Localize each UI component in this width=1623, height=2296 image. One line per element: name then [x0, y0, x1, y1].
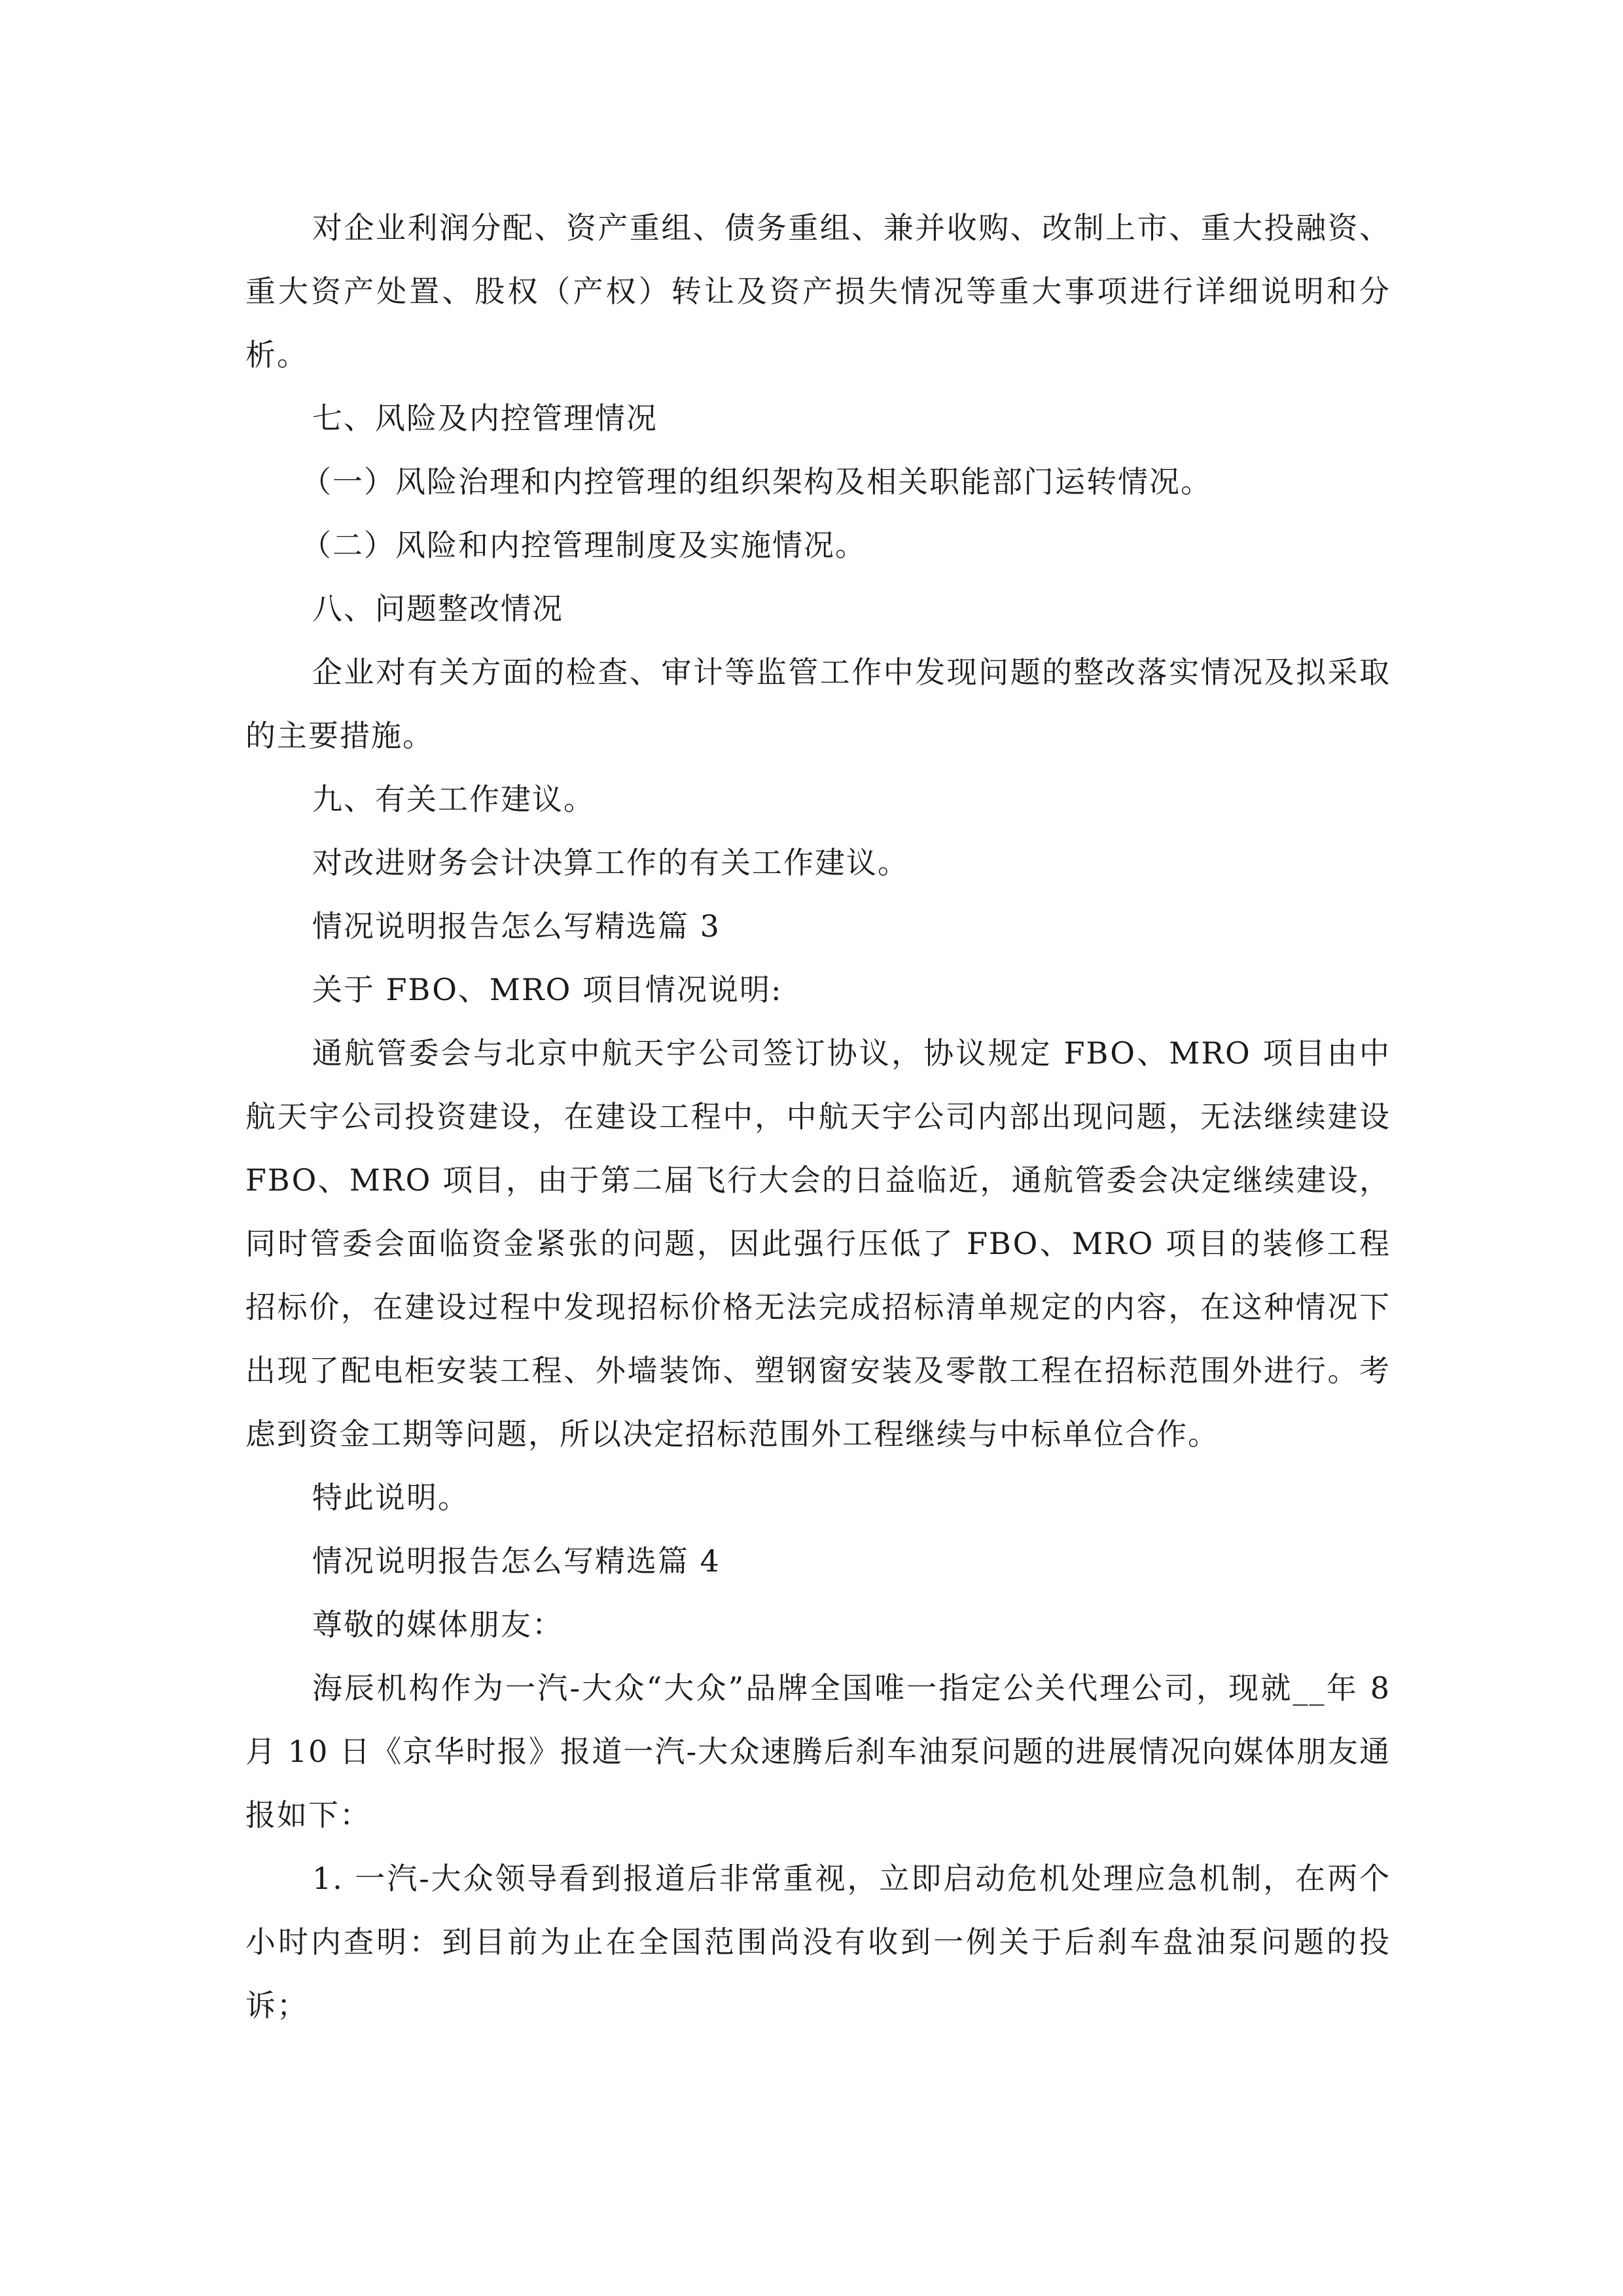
section-heading-suggestions: 九、有关工作建议。 [312, 781, 595, 817]
section-heading-rectification: 八、问题整改情况 [312, 591, 563, 626]
list-item-risk-system: （二）风险和内控管理制度及实施情况。 [301, 528, 866, 563]
paragraph-suggestions: 对改进财务会计决算工作的有关工作建议。 [312, 845, 909, 880]
paragraph-announcement: 海辰机构作为一汽-大众“大众”品牌全国唯一指定公关代理公司，现就__年 8 月 10 日《京华时报》报道一汽-大众速腾后刹车油泵问题的进展情况向媒体朋友通报如下： [245, 1670, 1391, 1833]
article-heading-3: 情况说明报告怎么写精选篇 3 [312, 908, 721, 944]
list-item-risk-governance: （一）风险治理和内控管理的组织架构及相关职能部门运转情况。 [301, 464, 1212, 499]
paragraph-closing: 特此说明。 [312, 1480, 469, 1515]
section-heading-risk-control: 七、风险及内控管理情况 [312, 401, 658, 436]
article-heading-4: 情况说明报告怎么写精选篇 4 [312, 1543, 721, 1579]
paragraph-fbo-mro-title: 关于 FBO、MRO 项目情况说明: [312, 972, 783, 1007]
paragraph-point-1: 1. 一汽-大众领导看到报道后非常重视，立即启动危机处理应急机制，在两个小时内查明：到目前为止在全国范围尚没有收到一例关于后刹车盘油泵问题的投诉； [245, 1861, 1391, 2023]
paragraph-major-matters: 对企业利润分配、资产重组、债务重组、兼并收购、改制上市、重大投融资、重大资产处置、股权（产权）转让及资产损失情况等重大事项进行详细说明和分析。 [245, 210, 1391, 372]
paragraph-salutation: 尊敬的媒体朋友： [312, 1607, 563, 1642]
paragraph-fbo-mro-body: 通航管委会与北京中航天宇公司签订协议，协议规定 FBO、MRO 项目由中航天宇公司投资建设，在建设工程中，中航天宇公司内部出现问题，无法继续建设 FBO、MRO 项目，由于第二届飞行大会的日益临近，通航管委会决定继续建设，同时管委会面临资金紧张的问题，因此强行压低了 FBO、MRO 项目的装修工程招标价，在建设过程中发现招标价格无法完成招标清单规定的内容，在这种情况下出现了配电柜安装工程、外墙装饰、塑钢窗安装及零散工程在招标范围外进行。考虑到资金工期等问题，所以决定招标范围外工程继续与中标单位合作。 [245, 1035, 1391, 1452]
paragraph-rectification: 企业对有关方面的检查、审计等监管工作中发现问题的整改落实情况及拟采取的主要措施。 [245, 655, 1391, 753]
document-body [245, 196, 1391, 2037]
